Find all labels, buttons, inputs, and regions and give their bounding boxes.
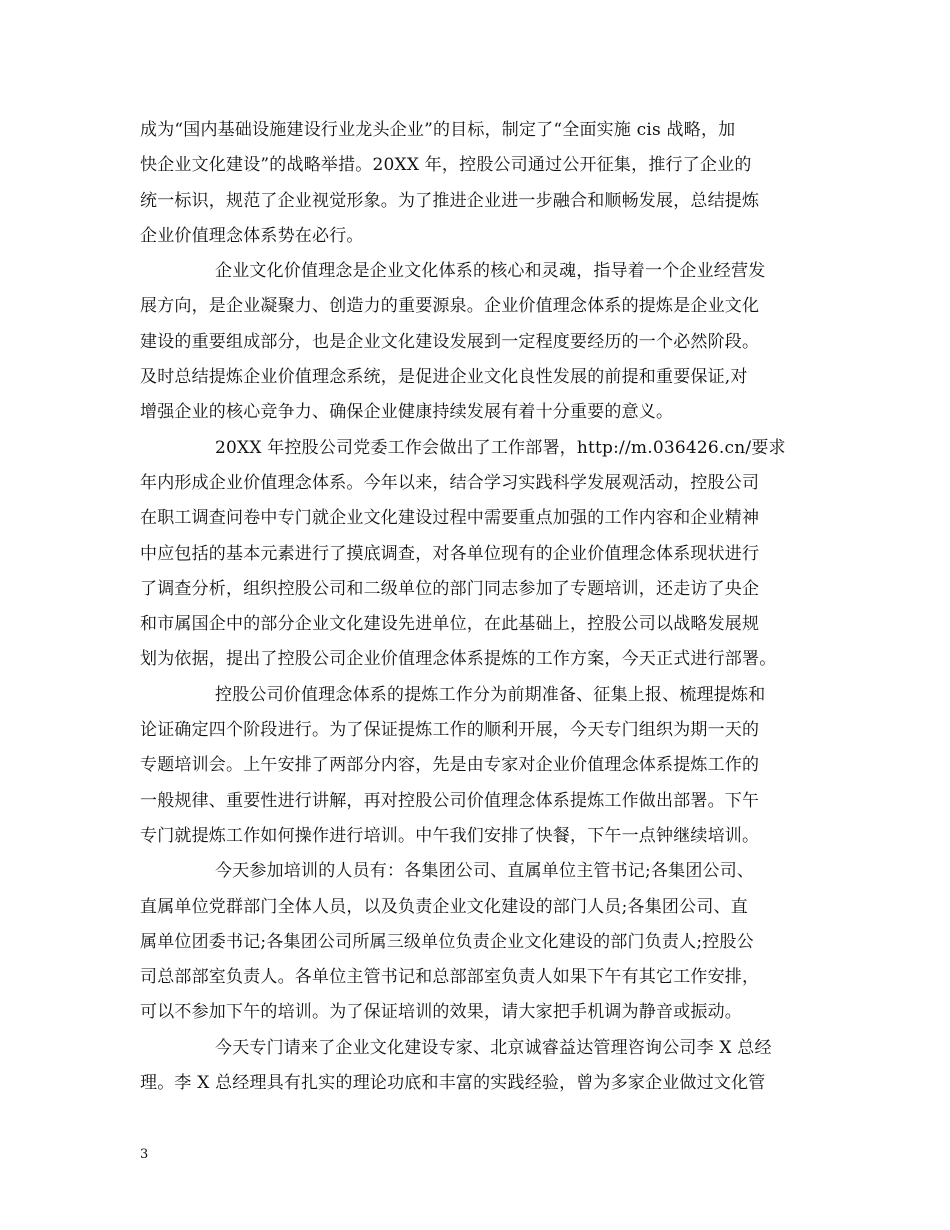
text-line: 企业文化价值理念是企业文化体系的核心和灵魂，指导着一个企业经营发 bbox=[215, 261, 766, 282]
text-line: 属单位团委书记;各集团公司所属三级单位负责企业文化建设的部门负责人;控股公 bbox=[140, 931, 754, 952]
text-line: 统一标识，规范了企业视觉形象。为了推进企业进一步融合和顺畅发展，总结提炼 bbox=[140, 190, 760, 211]
text-line: 今天专门请来了企业文化建设专家、北京诚睿益达管理咨询公司李 X 总经 bbox=[215, 1037, 772, 1058]
document-body bbox=[140, 113, 830, 1101]
text-line: 专门就提炼工作如何操作进行培训。中午我们安排了快餐，下午一点钟继续培训。 bbox=[140, 825, 760, 846]
text-line: 论证确定四个阶段进行。为了保证提炼工作的顺利开展，今天专门组织为期一天的 bbox=[140, 720, 760, 741]
text-line: 专题培训会。上午安排了两部分内容，先是由专家对企业价值理念体系提炼工作的 bbox=[140, 755, 760, 776]
text-line: 理。李 X 总经理具有扎实的理论功底和丰富的实践经验，曾为多家企业做过文化管 bbox=[140, 1073, 766, 1094]
text-line: 企业价值理念体系势在必行。 bbox=[140, 225, 364, 246]
text-line: 可以不参加下午的培训。为了保证培训的效果，请大家把手机调为静音或振动。 bbox=[140, 1002, 742, 1023]
text-line: 在职工调查问卷中专门就企业文化建设过程中需要重点加强的工作内容和企业精神 bbox=[140, 508, 760, 529]
paragraph bbox=[140, 1031, 830, 1102]
page-number: 3 bbox=[140, 1147, 149, 1162]
paragraph bbox=[140, 113, 830, 254]
text-line: 20XX 年控股公司党委工作会做出了工作部署，http://m.036426.cn/要求 bbox=[215, 437, 786, 458]
text-line: 成为“国内基础设施建设行业龙头企业”的目标，制定了“全面实施 cis 战略，加 bbox=[140, 120, 736, 140]
text-line: 一般规律、重要性进行讲解，再对控股公司价值理念体系提炼工作做出部署。下午 bbox=[140, 790, 760, 811]
paragraph bbox=[140, 431, 830, 678]
text-line: 直属单位党群部门全体人员，以及负责企业文化建设的部门人员;各集团公司、直 bbox=[140, 896, 748, 917]
text-line: 建设的重要组成部分，也是企业文化建设发展到一定程度要经历的一个必然阶段。 bbox=[140, 331, 760, 352]
paragraph bbox=[140, 254, 830, 430]
text-line: 展方向，是企业凝聚力、创造力的重要源泉。企业价值理念体系的提炼是企业文化 bbox=[140, 296, 760, 317]
text-line: 增强企业的核心竞争力、确保企业健康持续发展有着十分重要的意义。 bbox=[140, 402, 674, 423]
text-line: 年内形成企业价值理念体系。今年以来，结合学习实践科学发展观活动，控股公司 bbox=[140, 472, 760, 493]
text-line: 司总部部室负责人。各单位主管书记和总部部室负责人如果下午有其它工作安排， bbox=[140, 967, 760, 988]
text-line: 划为依据，提出了控股公司企业价值理念体系提炼的工作方案，今天正式进行部署。 bbox=[140, 649, 777, 670]
text-line: 及时总结提炼企业价值理念系统，是促进企业文化良性发展的前提和重要保证,对 bbox=[140, 367, 748, 388]
text-line: 今天参加培训的人员有：各集团公司、直属单位主管书记;各集团公司、 bbox=[215, 861, 755, 882]
text-line: 了调查分析，组织控股公司和二级单位的部门同志参加了专题培训，还走访了央企 bbox=[140, 578, 760, 599]
text-line: 快企业文化建设”的战略举措。20XX 年，控股公司通过公开征集，推行了企业的 bbox=[140, 155, 752, 176]
text-line: 控股公司价值理念体系的提炼工作分为前期准备、征集上报、梳理提炼和 bbox=[215, 684, 766, 705]
paragraph bbox=[140, 854, 830, 1030]
text-line: 和市属国企中的部分企业文化建设先进单位，在此基础上，控股公司以战略发展规 bbox=[140, 614, 760, 635]
paragraph bbox=[140, 678, 830, 854]
text-line: 中应包括的基本元素进行了摸底调查，对各单位现有的企业价值理念体系现状进行 bbox=[140, 543, 760, 564]
